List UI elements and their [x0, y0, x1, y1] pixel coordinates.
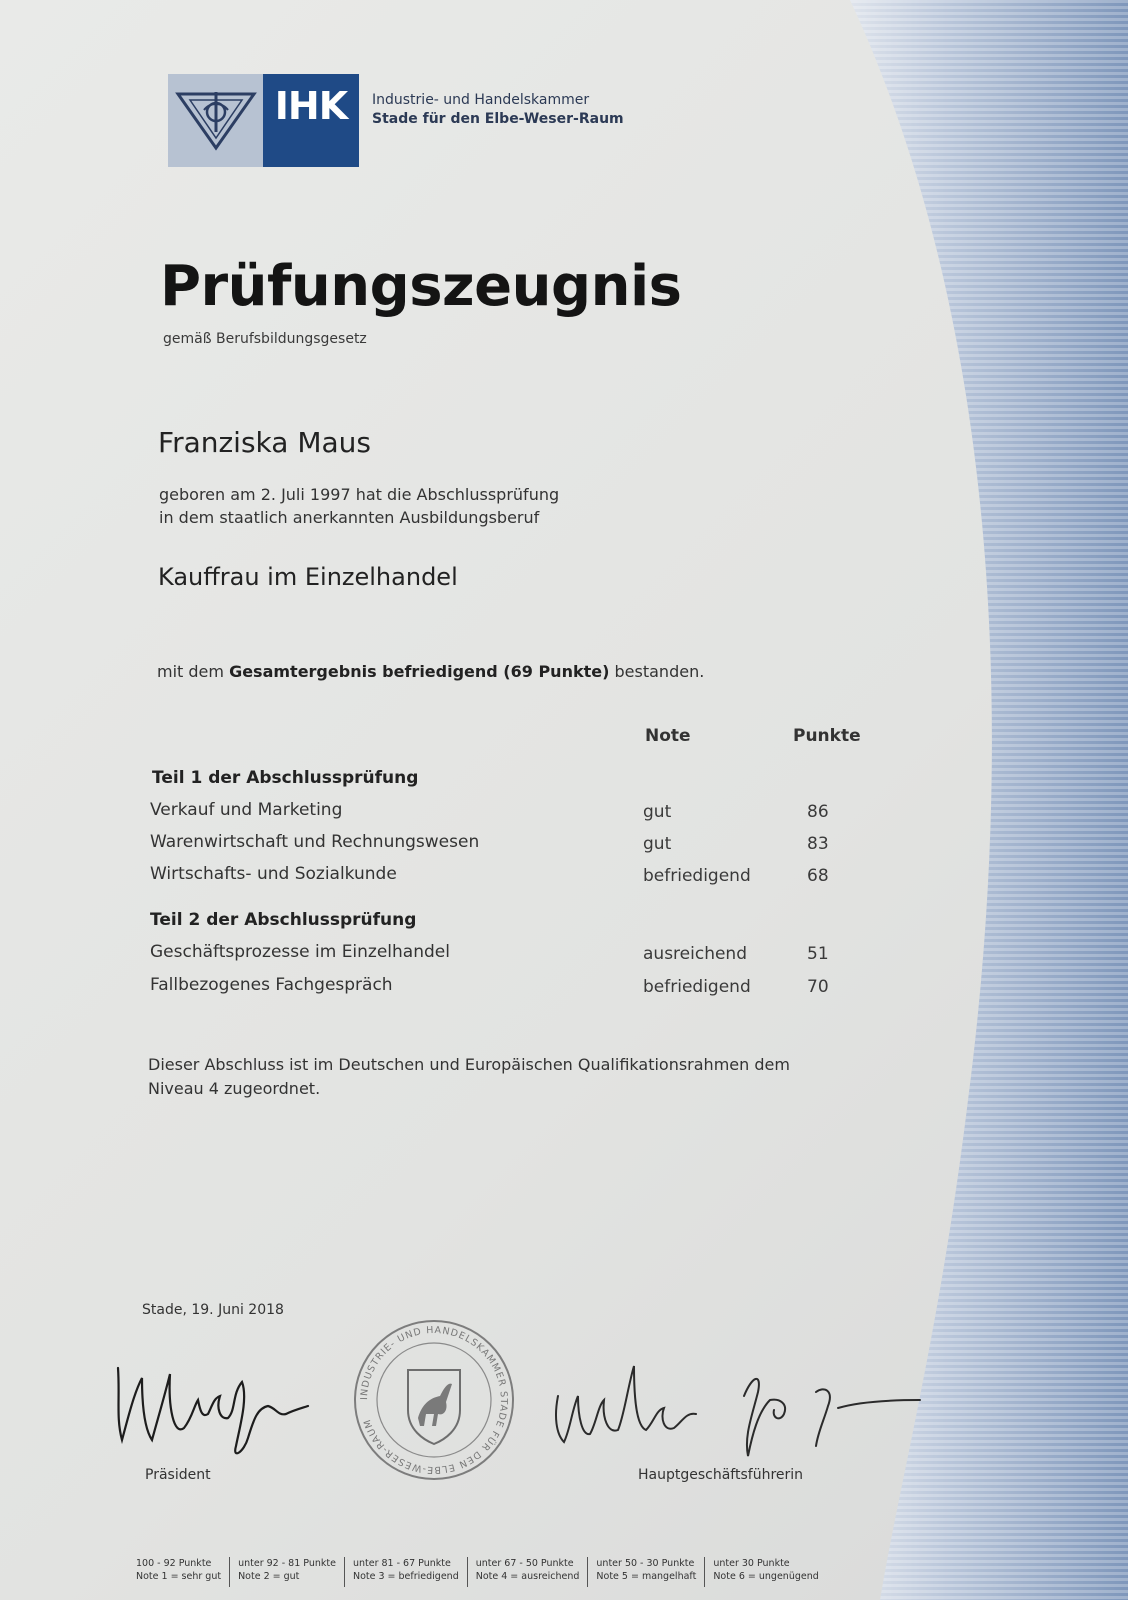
- profession: Kauffrau im Einzelhandel: [158, 563, 458, 591]
- result-prefix: mit dem: [157, 662, 230, 681]
- scale-item: [476, 1557, 589, 1587]
- scale-note: Note 2 = gut: [238, 1571, 300, 1582]
- dqr-line-2: Niveau 4 zugeordnet.: [148, 1079, 321, 1098]
- points: 83: [807, 834, 829, 854]
- birth-line-2: in dem staatlich anerkannten Ausbildungsberuf: [159, 508, 540, 527]
- grading-scale: [136, 1557, 835, 1587]
- birth-statement: [159, 483, 559, 529]
- ihk-logo-text: IHK: [263, 74, 359, 167]
- official-seal-icon: [352, 1318, 516, 1482]
- grade-row: [150, 942, 870, 966]
- scale-range: 100 - 92 Punkte: [136, 1558, 212, 1569]
- document-subtitle: gemäß Berufsbildungsgesetz: [163, 331, 367, 347]
- grade: ausreichend: [643, 944, 747, 964]
- scale-note: Note 1 = sehr gut: [136, 1571, 222, 1582]
- grade-row: [150, 864, 870, 888]
- grade: gut: [643, 802, 672, 822]
- qualification-framework-note: [148, 1053, 790, 1101]
- result-suffix: bestanden.: [609, 662, 705, 681]
- subject: Fallbezogenes Fachgespräch: [150, 975, 393, 995]
- ihk-logo: [168, 74, 359, 167]
- grade: befriedigend: [643, 866, 751, 886]
- subject: Warenwirtschaft und Rechnungswesen: [150, 832, 480, 852]
- part2-title: Teil 2 der Abschlussprüfung: [150, 910, 417, 930]
- grade-row: [150, 975, 870, 999]
- scale-range: unter 30 Punkte: [713, 1558, 790, 1569]
- scale-range: unter 67 - 50 Punkte: [475, 1558, 574, 1569]
- scale-range: unter 81 - 67 Punkte: [352, 1558, 451, 1569]
- subject: Verkauf und Marketing: [150, 800, 343, 820]
- scale-note: Note 4 = ausreichend: [475, 1571, 580, 1582]
- part1-title: Teil 1 der Abschlussprüfung: [152, 768, 419, 788]
- points: 51: [807, 944, 829, 964]
- president-signature: [108, 1348, 318, 1468]
- scale-item: [596, 1557, 705, 1587]
- column-header-note: Note: [645, 726, 691, 746]
- subject: Wirtschafts- und Sozialkunde: [150, 864, 397, 884]
- scale-note: Note 3 = befriedigend: [352, 1571, 459, 1582]
- scale-note: Note 5 = mangelhaft: [596, 1571, 697, 1582]
- place-and-date: Stade, 19. Juni 2018: [142, 1302, 284, 1318]
- candidate-name: Franziska Maus: [158, 426, 371, 459]
- seal-text: INDUSTRIE- UND HANDELSKAMMER STADE FÜR DEN ELBE-WESER-RAUM: [358, 1324, 510, 1476]
- birth-line-1: geboren am 2. Juli 1997 hat die Abschlussprüfung: [159, 485, 560, 504]
- scale-item: [713, 1557, 826, 1587]
- managing-director-signature: [548, 1356, 938, 1466]
- org-line-2: Stade für den Elbe-Weser-Raum: [372, 111, 624, 127]
- points: 68: [807, 866, 829, 886]
- scale-range: unter 92 - 81 Punkte: [238, 1558, 336, 1569]
- scale-range: unter 50 - 30 Punkte: [596, 1558, 695, 1569]
- overall-result: [157, 662, 704, 681]
- result-bold: Gesamtergebnis befriedigend (69 Punkte): [229, 662, 610, 681]
- grade: gut: [643, 834, 672, 854]
- scale-item: [353, 1557, 468, 1587]
- points: 70: [807, 977, 829, 997]
- managing-director-label: Hauptgeschäftsführerin: [638, 1467, 804, 1483]
- president-label: Präsident: [145, 1467, 211, 1483]
- scale-note: Note 6 = ungenügend: [713, 1571, 819, 1582]
- grade-row: [150, 800, 870, 824]
- org-line-1: Industrie- und Handelskammer: [372, 92, 590, 108]
- scale-item: [238, 1557, 345, 1587]
- document-title: Prüfungszeugnis: [160, 254, 682, 319]
- organization-name: [372, 91, 624, 129]
- column-header-punkte: Punkte: [793, 726, 861, 746]
- subject: Geschäftsprozesse im Einzelhandel: [150, 942, 450, 962]
- points: 86: [807, 802, 829, 822]
- scale-item: [136, 1557, 230, 1587]
- grade-row: [150, 832, 870, 856]
- dqr-line-1: Dieser Abschluss ist im Deutschen und Europäischen Qualifikationsrahmen dem: [148, 1055, 790, 1074]
- ihk-emblem-icon: [168, 74, 263, 167]
- grade: befriedigend: [643, 977, 751, 997]
